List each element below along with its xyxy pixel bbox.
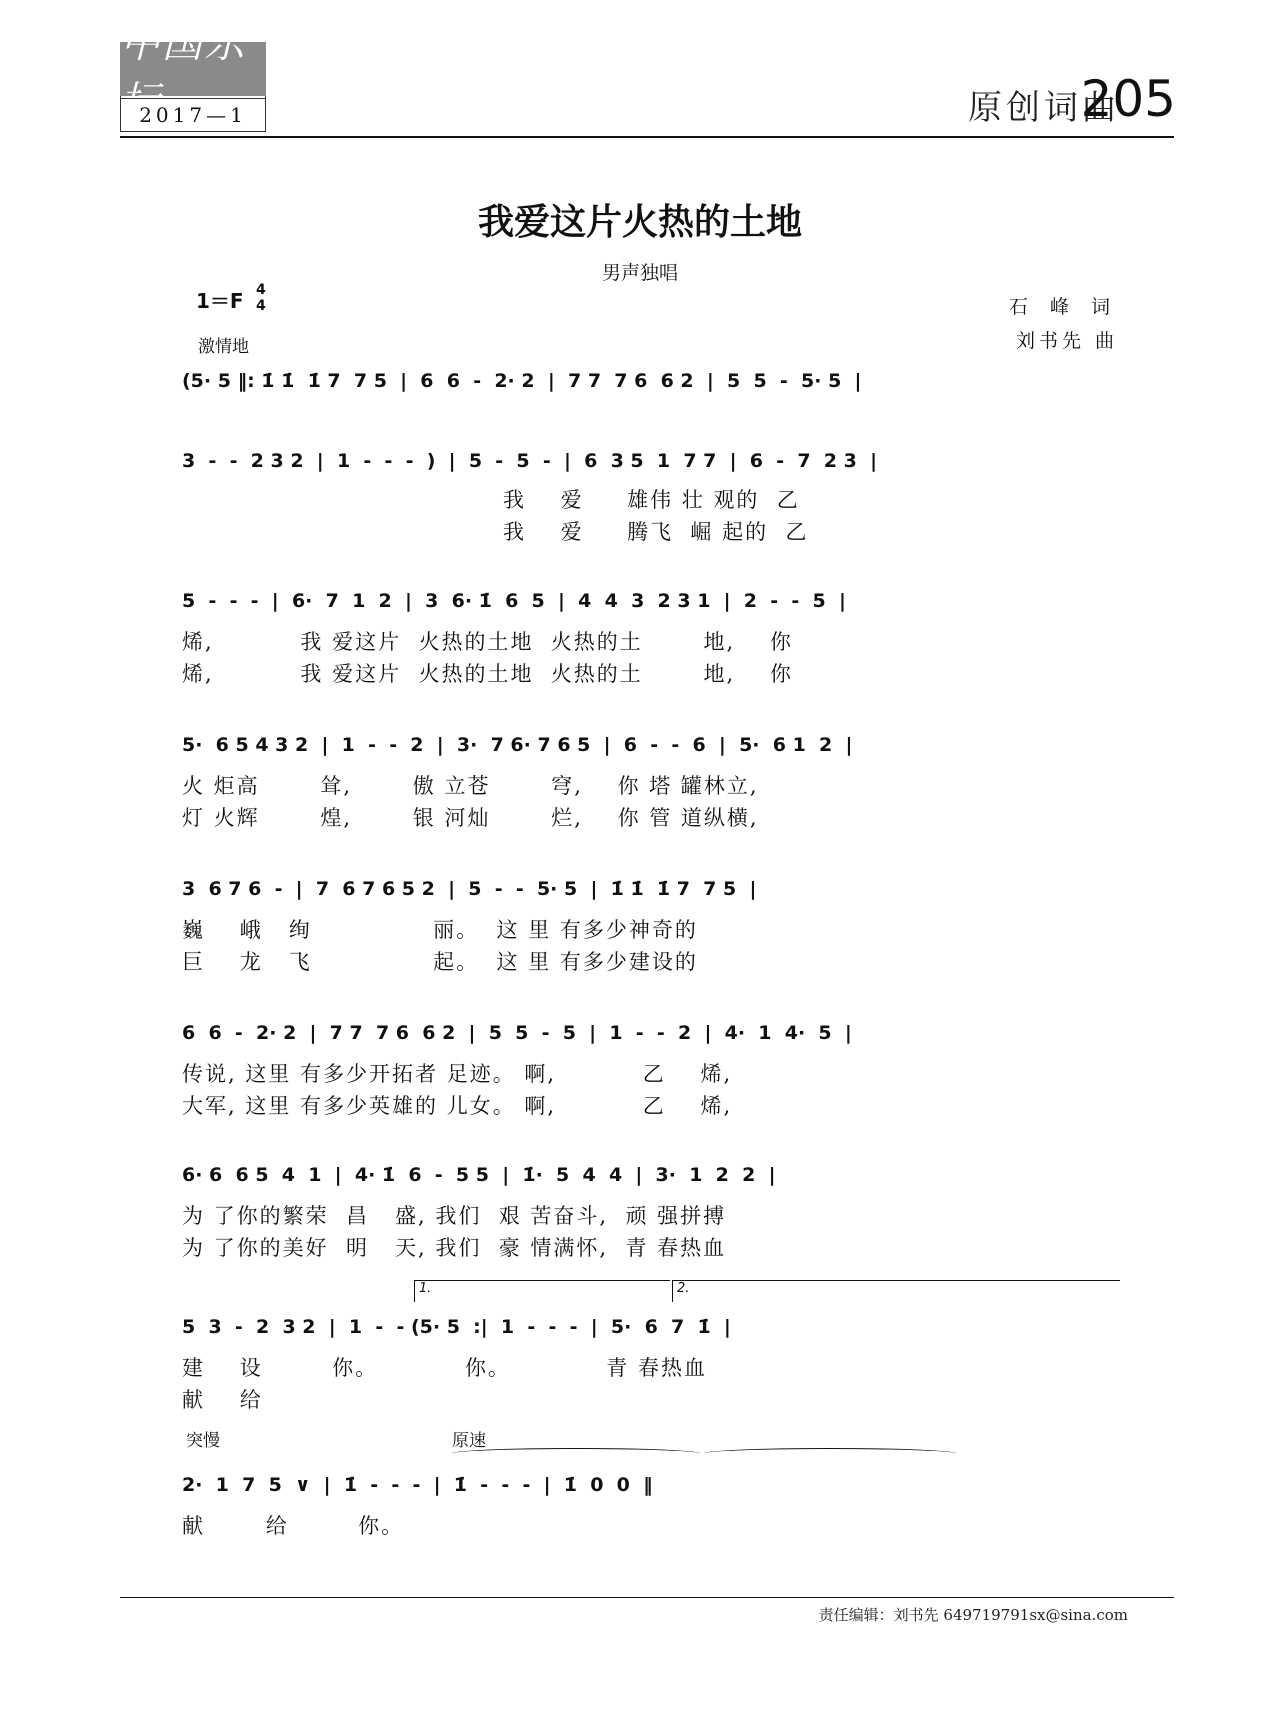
lyricist-credit: 石 峰 词 xyxy=(1008,296,1118,318)
notation-line-1: (5· 5 ‖: 1̇ 1̇ 1̇ 7 7 5 | 6 6 - 2· 2 | 7 7 7 6 6 2 | 5 5 - 5· 5 | xyxy=(182,370,862,392)
notation-line-8: 5 3 - 2 3 2 | 1 - - (5· 5 :| 1 - - - | 5· 6 7 1̇ | xyxy=(182,1316,731,1338)
composer-credit: 刘书先 曲 xyxy=(1015,330,1118,352)
footer-rule xyxy=(120,1597,1174,1598)
notation-line-7: 6· 6 6 5 4 1 | 4· 1̇ 6 - 5 5 | 1̇· 5 4 4 | 3· 1 2 2 | xyxy=(182,1164,776,1186)
tie-arc-1 xyxy=(452,1448,700,1459)
lyrics-line-7b: 为 了你的美好 明 天, 我们 豪 情满怀, 青 春热血 xyxy=(182,1236,727,1260)
notation-line-5: 3 6 7 6 - | 7 6 7 6 5 2 | 5 - - 5· 5 | 1̇ 1̇ 1̇ 7 7 5 | xyxy=(182,878,757,900)
lyrics-line-6b: 大军, 这里 有多少英雄的 儿女。 啊, 乙 烯, xyxy=(182,1094,733,1118)
song-subtitle: 男声独唱 xyxy=(601,262,678,284)
lyrics-line-8a: 建 设 你。 你。 青 春热血 xyxy=(182,1356,707,1380)
song-title: 我爱这片火热的土地 xyxy=(477,201,802,243)
issue-number: 2017—1 xyxy=(120,98,266,132)
notation-line-3: 5 - - - | 6· 7 1 2 | 3 6· 1̇ 6 5 | 4 4 3 2 3 1 | 2 - - 5 | xyxy=(182,590,846,612)
lyrics-line-6a: 传说, 这里 有多少开拓者 足迹。 啊, 乙 烯, xyxy=(182,1062,733,1086)
notation-line-4: 5· 6 5 4 3 2 | 1 - - 2 | 3· 7 6· 7 6 5 | 6 - - 6 | 5· 6 1 2 | xyxy=(182,734,853,756)
notation-line-2: 3 - - 2 3 2 | 1 - - - ) | 5 - 5 - | 6 3 5 1 7 7 | 6 - 7 2 3 | xyxy=(182,450,878,472)
section-title: 原创词曲 xyxy=(968,88,1120,128)
lyrics-line-3b: 烯, 我 爱这片 火热的土地 火热的土 地, 你 xyxy=(182,662,793,686)
expression-a-tempo: 原速 xyxy=(452,1431,486,1451)
footer-editor: 责任编辑：刘书先 649719791sx@sina.com xyxy=(818,1606,1128,1624)
lyrics-line-7a: 为 了你的繁荣 昌 盛, 我们 艰 苦奋斗, 顽 强拼搏 xyxy=(182,1204,727,1228)
volta-bracket-1: 1. xyxy=(414,1280,670,1302)
volta-bracket-2: 2. xyxy=(672,1280,1120,1302)
lyrics-line-9a: 献 给 你。 xyxy=(182,1514,405,1538)
magazine-logo: 中国乐坛 xyxy=(120,42,266,96)
key-signature: 1＝F xyxy=(196,289,244,313)
lyrics-line-2a: 我 爱 雄伟 壮 观的 乙 xyxy=(182,488,800,512)
page-number: 205 xyxy=(1080,70,1176,128)
lyrics-line-5b: 巨 龙 飞 起。 这 里 有多少建设的 xyxy=(182,950,698,974)
notation-line-6: 6 6 - 2· 2 | 7 7 7 6 6 2 | 5 5 - 5 | 1 - - 2 | 4· 1 4· 5 | xyxy=(182,1022,852,1044)
time-sig-top: 4 xyxy=(256,282,266,298)
header-rule xyxy=(120,136,1174,138)
notation-line-9: 2· 1 7 5 ∨ | 1̇ - - - | 1̇ - - - | 1̇ 0 0 ‖ xyxy=(182,1474,653,1496)
lyrics-line-5a: 巍 峨 绚 丽。 这 里 有多少神奇的 xyxy=(182,918,698,942)
lyrics-line-8b: 献 给 xyxy=(182,1388,263,1412)
lyrics-line-2b: 我 爱 腾飞 崛 起的 乙 xyxy=(182,520,809,544)
lyrics-line-3a: 烯, 我 爱这片 火热的土地 火热的土 地, 你 xyxy=(182,630,793,654)
tie-arc-2 xyxy=(704,1448,956,1459)
expression-slow: 突慢 xyxy=(186,1431,220,1451)
time-sig-bottom: 4 xyxy=(256,298,266,314)
lyrics-line-4b: 灯 火辉 煌, 银 河灿 烂, 你 管 道纵横, xyxy=(182,806,759,830)
tempo-marking: 激情地 xyxy=(198,337,249,357)
lyrics-line-4a: 火 炬高 耸, 傲 立苍 穹, 你 塔 罐林立, xyxy=(182,774,759,798)
time-signature xyxy=(256,282,266,314)
